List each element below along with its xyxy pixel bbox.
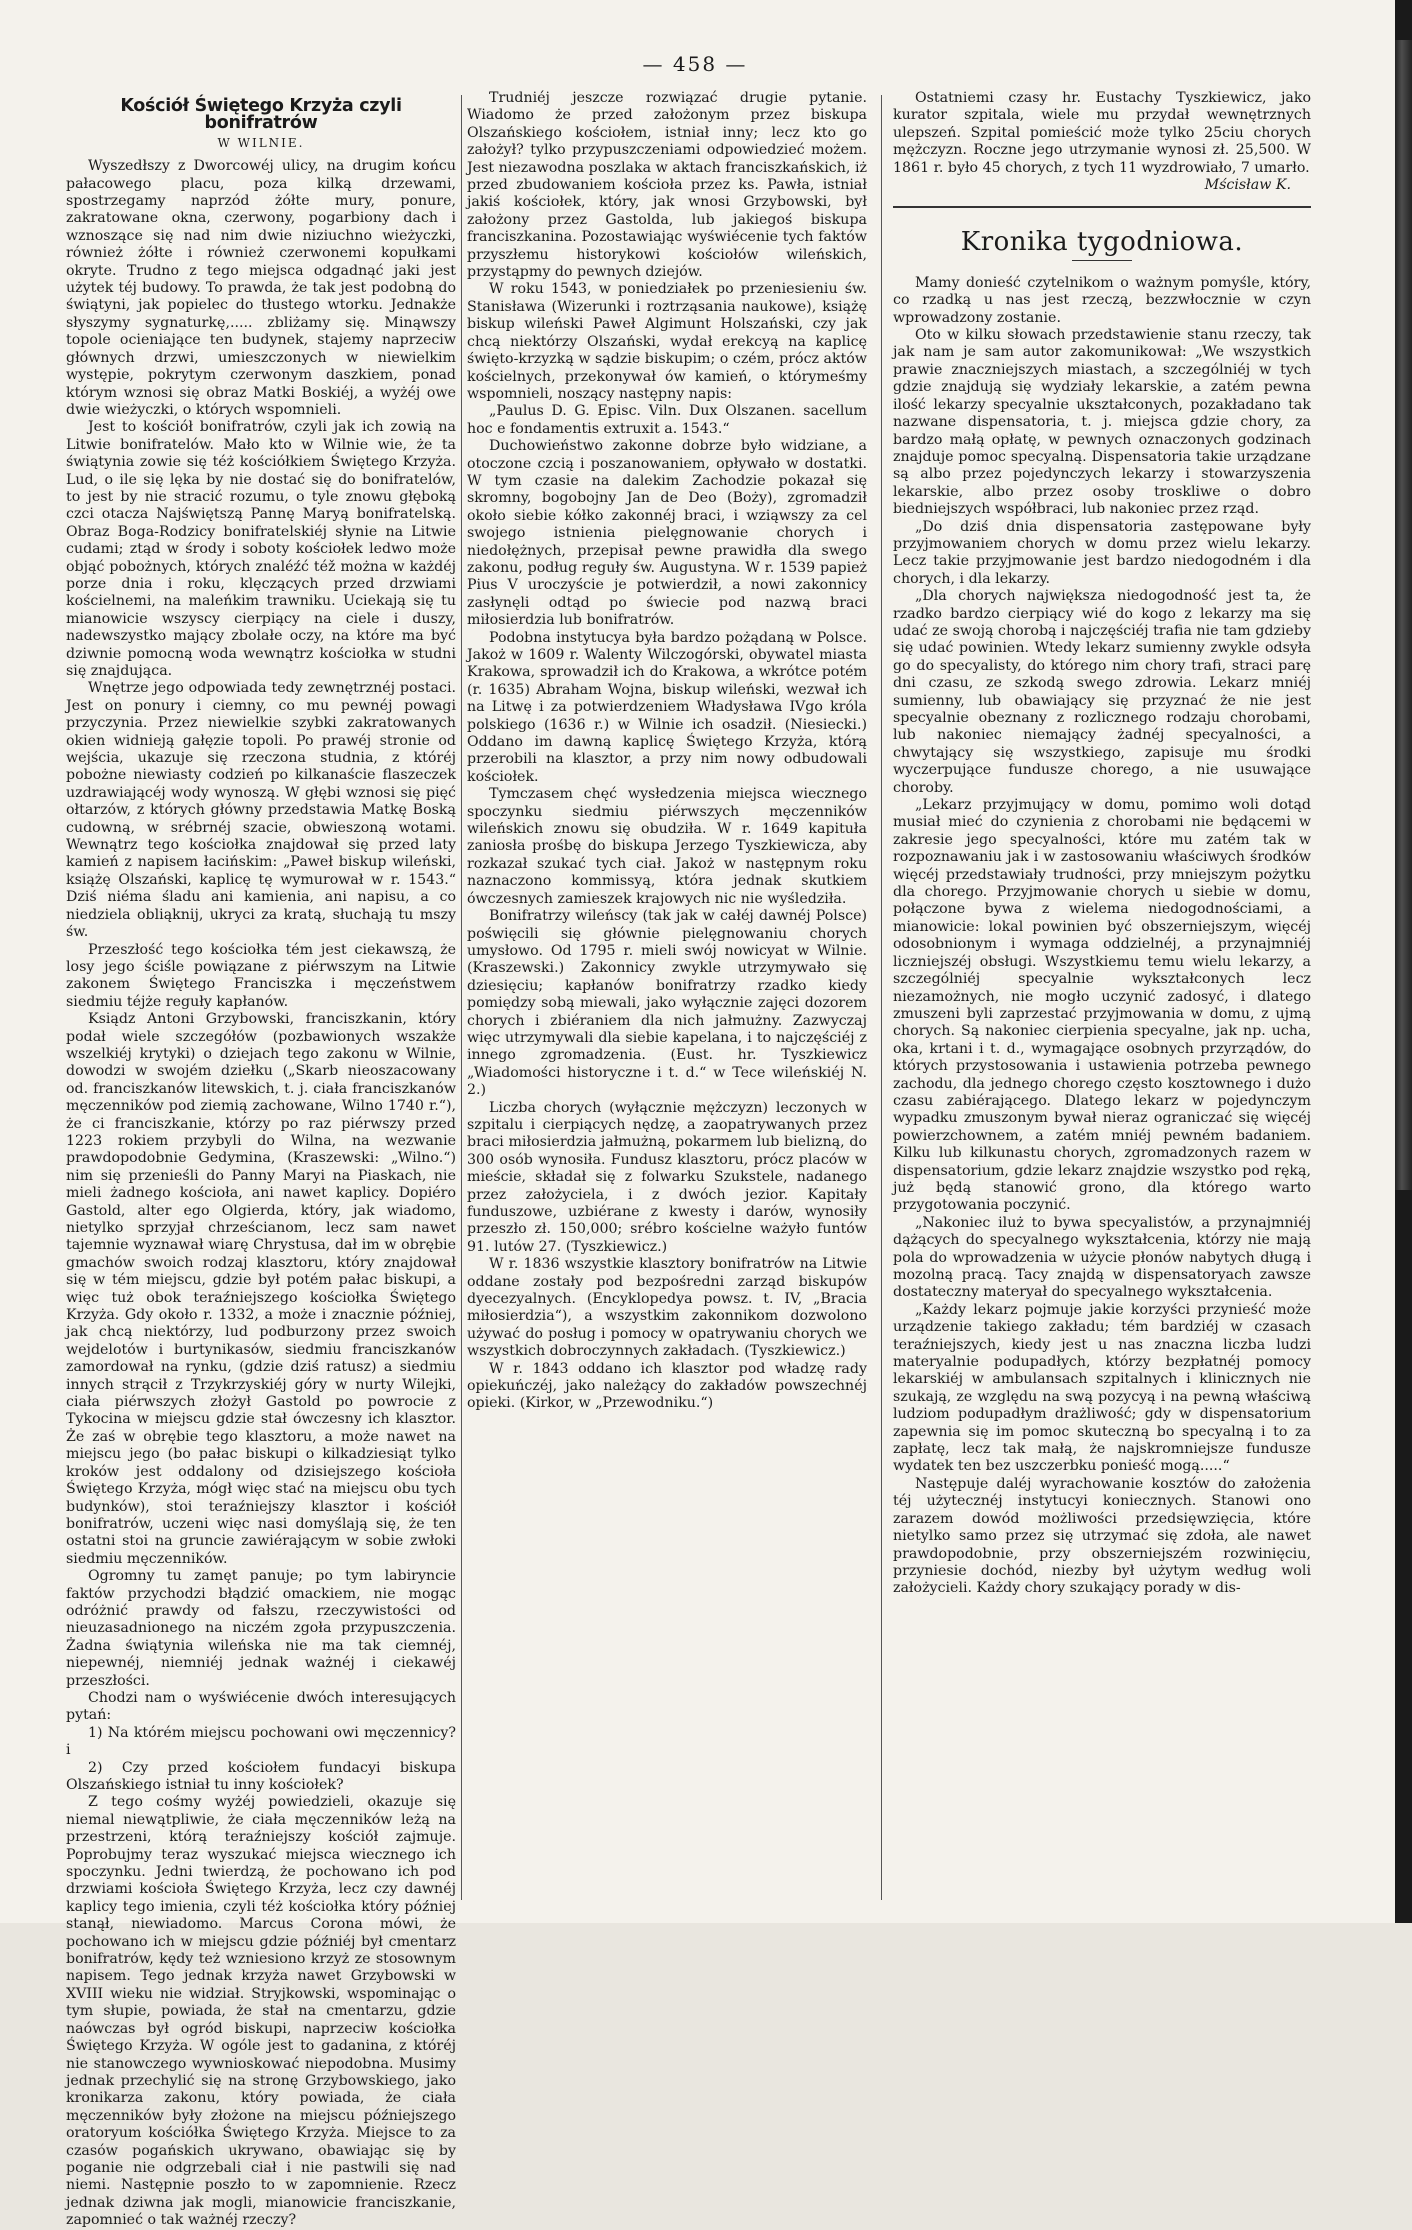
article-signature: Mścisław K. bbox=[1204, 177, 1291, 194]
article-paragraph: Wyszedłszy z Dworcowéj ulicy, na drugim końcu pałacowego placu, poza kilką drzewami, spostrzegamy naprzód żółte mury, ponure, zakratowane okna, czerwony, pogarbiony dach i wznoszące się nad nim dwie niziuchno wieżyczki, również żółte i również czerwonemi kopułkami okryte. Trudno z tego miejsca odgadnąć jaki jest użytek téj budowy. To prawda, że tak jest podobną do świątyni, jak popielec do tłustego wtorku. Jednakże słyszymy sygnaturkę,..... zbliżamy się. Minąwszy topole ocieniające ten budynek, stajemy naprzeciw głównych drzwi, umieszczonych w niewielkim występie, pokrytym czerwonym daszkiem, ponad którym wznosi się obraz Matki Boskiéj, a wyżéj owe dwie wieżyczki, o których wspomnieli. bbox=[66, 158, 456, 418]
article-paragraph: Ostatniemi czasy hr. Eustachy Tyszkiewicz, jako kurator szpitala, wiele mu przydał wewnętrznych ulepszeń. Szpital pomieścić może tylko 25ciu chorych mężczyzn. Roczne jego utrzymanie wynosi zł. 25,500. W 1861 r. było 45 chorych, z tych 11 wyzdrowiało, 7 umarło. bbox=[893, 90, 1311, 176]
article-paragraph: W roku 1543, w poniedziałek po przeniesieniu św. Stanisława (Wizerunki i roztrząsania naukowe), książę biskup wileński Paweł Algimunt Holszański, czy jak chcą niektórzy Olszański, wydał erekcyą na kaplicę święto-krzyzką w sądzie biskupim; o czém, prócz aktów kościelnych, przekonywał ów kamień, o którymeśmy wspomnieli, noszący następny napis: bbox=[467, 281, 867, 402]
chronicle-title: Kronika tygodniowa. bbox=[960, 227, 1244, 258]
column-rule-1 bbox=[461, 95, 462, 1900]
signature-line bbox=[893, 177, 1311, 194]
article-paragraph: Wnętrze jego odpowiada tedy zewnętrznéj postaci. Jest on ponury i ciemny, co mu pewnéj powagi przyczynia. Przez niewielkie szybki zakratowanych okien widnieją gałęzie topoli. Po prawéj stronie od wejścia, ukazuje się rzeczona studnia, z któréj pobożne niewiasty codzień po kilkanaście flaszeczek uzdrawiającéj wody wynoszą. W głębi wznosi się pięć ołtarzów, z których główny przedstawia Matkę Boską cudowną, w srébrnéj szacie, obwieszoną wotami. Wewnątrz tego kościołka znajdował się przed laty kamień z napisem łacińskim: „Paweł biskup wileński, książę Olszański, kaplicę tę wymurował w r. 1543.“ Dziś niéma śladu ani kamienia, ani napisu, a co niedziela obliąknij, ukryci za kratą, słuchają tu mszy św. bbox=[66, 680, 456, 941]
page-number: — 458 — bbox=[642, 52, 748, 76]
column-3 bbox=[893, 90, 1311, 1900]
chronicle-paragraph: „Dla chorych największa niedogodność jest ta, że rzadko bardzo cierpiący wié do kogo z lekarzy ma się udać ze swoją chorobą i najczęściéj trafia nie tam gdzieby się udać powinien. Wtedy lekarz sumienny zwykle odsyła go do specyalisty, do którego nim chory trafi, straci parę dni czasu, ze szkodą swego zdrowia. Lekarz mniéj sumienny, lub obawiający się przyznać że nie jest specyalnie obeznany z rozlicznego rodzaju chorobami, lub nakoniec niemający żadnéj specyalności, a chwytający się wszystkiego, zapisuje mu środki wyczerpujące fundusze chorego, a nie usuwające choroby. bbox=[893, 588, 1311, 796]
inscription-quote: „Paulus D. G. Episc. Viln. Dux Olszanen. sacellum hoc e fondamentis extruxit a. 1543.“ bbox=[467, 403, 867, 437]
article-paragraph: Jest to kościół bonifratrów, czyli jak ich zowią na Litwie bonifratelów. Mało kto w Wilnie wie, że ta świątynia zowie się téż kościółkiem Świętego Krzyża. Lud, o ile się lęka by nie dostać się do bonifratelów, to jest by nie stracić rozumu, o tyle znowu głęboką czci otacza Najświętszą Pannę Maryą bonifratelską. Obraz Boga-Rodzicy bonifratelskiéj słynie na Litwie cudami; ztąd w środy i soboty kościołek ledwo może objąć pobożnych, których znaléźć též można w każdéj porze dnia i roku, klęczących przed drzwiami kościelnemi, na maleńkim trawniku. Uciekają się tu mianowicie wszyscy cierpiący na ciele i duszy, nadewszystko mający zbolałe oczy, na które ma być dziwnie pomocną woda wewnątrz kościołka w studni się znajdująca. bbox=[66, 419, 456, 679]
chronicle-paragraph: Oto w kilku słowach przedstawienie stanu rzeczy, tak jak nam je sam autor zakomunikował: „We wszystkich prawie znaczniejszych miastach, a szczególniéj w tych gdzie znajdują się wydziały lekarskie, a zatém pewna ilość lekarzy specyalnie ukształconych, pozakładano tak nazwane dispensatoria, t. j. miejsca gdzie chory, za bardzo małą opłatę, w pewnych oznaczonych godzinach znajduje pomoc specyalną. Dispensatoria takie urządzane są albo przez pojedynczych lekarzy i stowarzyszenia lekarskie, albo przez osoby troskliwe o dobro biedniejszych współbraci, lub nakoniec przez rząd. bbox=[893, 327, 1311, 518]
article-paragraph: W r. 1836 wszystkie klasztory bonifratrów na Litwie oddane zostały pod bezpośredni zarząd biskupów dyecezyalnych. (Encyklopedya powsz. t. IV, „Bracia miłosierdzia“), a wszystkim zakonnikom dozwolono używać do posług i pomocy w opatrywaniu chorych we wszystkich dobroczynnych zakładach. (Tyszkiewicz.) bbox=[467, 1256, 867, 1360]
column-2 bbox=[467, 90, 867, 1900]
article-paragraph: Ksiądz Antoni Grzybowski, franciszkanin, który podał wiele szczegółów (pozbawionych wszakże wszelkiéj krytyki) o dziejach tego zakonu w Wilnie, dowodzi w swojém dziełku („Skarb nieoszacowany od. franciszkanów litewskich, t. j. ciała franciszkanów męczenników pod ziemią zachowane, Wilno 1740 r.“), że ci franciszkanie, którzy po raz piérwszy przed 1223 rokiem przybyli do Wilna, na wezwanie prawdopodobnie Gedymina, (Kraszewski: „Wilno.“) nim się przenieśli do Panny Maryi na Piaskach, nie mieli żadnego kościoła, ani nawet kaplicy. Dopiéro Gastold, alter ego Olgierda, który, jak wiadomo, nietylko sprzyjał chrześcianom, lecz sam nawet tajemnie wyznawał wiarę Chrystusa, dał im w obrębie gmachów swoich rodzaj klasztoru, który znajdował się w tém miejscu, gdzie był potém pałac biskupi, a więc tuż obok teraźniejszego kościołka Świętego Krzyża. Gdy około r. 1332, a może i znacznie później, jak chcą niektórzy, lud podburzony przez swoich wejdelotów i burtynikasów, siedmiu franciszkanów zamordował na rynku, (gdzie dziś ratusz) a siedmiu innych strącił z Trzykrzyskiéj góry w nurty Wilejki, ciała piérwszych złożył Gastold po powrocie z Tykocina w miejscu gdzie stał ówczesny ich klasztor. Że zaś w obrębie tego klasztoru, a może nawet na miejscu jego (bo pałac biskupi o kilkadziesiąt tylko kroków jest oddalony od dzisiejszego kościoła Świętego Krzyża, mógł więc stać na miejscu obu tych budynków), stoi teraźniejszy klasztor i kościół bonifratrów, uczeni więc nasi domyślają się, że ten ostatni stoi na gruncie zawiérającym w sobie zwłoki siedmiu męczenników. bbox=[66, 1011, 456, 1567]
article-paragraph: Podobna instytucya była bardzo pożądaną w Polsce. Jakoż w 1609 r. Walenty Wilczogórski, obywatel miasta Krakowa, sprowadził ich do Krakowa, a wkrótce potém (r. 1635) Abraham Wojna, biskup wileński, wezwał ich na Litwę i za potwierdzeniem Władysława IVgo króla polskiego (1636 r.) w Wilnie ich osadził. (Niesiecki.) Oddano im dawną kaplicę Świętego Krzyża, którą przerobili na klasztor, a przy nim nowy odbudowali kościołek. bbox=[467, 629, 867, 785]
article-paragraph: Liczba chorych (wyłącznie mężczyzn) leczonych w szpitalu i cierpiących nędzę, a zaopatrywanych przez braci miłosierdzia jałmużną, pokarmem lub bielizną, do 300 osób wynosiła. Fundusz klasztoru, prócz placów w mieście, składał się z folwarku Szukstele, nadanego przez założyciela, i z dwóch jezior. Kapitały funduszowe, uzbiérane z kwesty i darów, wynosiły przeszło zł. 150,000; srébro kościelne ważyło funtów 91. lutów 27. (Tyszkiewicz.) bbox=[467, 1099, 867, 1255]
article-paragraph: Bonifratrzy wileńscy (tak jak w całéj dawnéj Polsce) poświęcili się głównie pielęgnowaniu chorych umysłowo. Od 1795 r. mieli swój nowicyat w Wilnie. (Kraszewski.) Zakonnicy zwykle utrzymywało się dziesięciu; kapłanów bonifratrzy rzadko kiedy pomiędzy sobą miewali, jako wyłącznie zajęci dozorem chorych i zbiéraniem dla nich jałmużny. Zazwyczaj więc utrzymywali dla siebie kapelana, i to najczęściéj z innego zgromadzenia. (Eust. hr. Tyszkiewicz „Wiadomości historyczne i t. d.“ w Tece wileńskiéj N. 2.) bbox=[467, 908, 867, 1099]
chronicle-paragraph: „Każdy lekarz pojmuje jakie korzyści przynieść może urządzenie takiego zakładu; tém bardziéj w czasach teraźniejszych, kiedy jest u nas znaczna liczba ludzi materyalnie podupadłych, którzy bezpłatnéj pomocy lekarskiéj w ambulansach szpitalnych i klinicznych nie szukają, ze względu na swą pozycyą i na pewną właściwą ludziom podupadłym drażliwość; gdy w dispensatorium zapewnia się im pomoc skuteczną bo specyalną i to za zapłatę, lecz tak małą, że najskromniejsze fundusze wydatek ten bez uszczerbku ponieść mogą.....“ bbox=[893, 1301, 1311, 1475]
adjacent-page-edge bbox=[1395, 40, 1412, 1190]
article-paragraph: W r. 1843 oddano ich klasztor pod władzę rady opiekuńczéj, jako należący do zakładów powszechnéj opieki. (Kirkor, w „Przewodniku.“) bbox=[467, 1360, 867, 1412]
section-separator bbox=[893, 206, 1311, 208]
article-paragraph: Ogromny tu zamęt panuje; po tym labiryncie faktów przychodzi błądzić omackiem, nie mogąc odróżnić prawdy od fałszu, rzeczywistości od nieuzasadnionego na niczém zgoła przypuszczenia. Żadna świątynia wileńska nie ma tak ciemnéj, niepewnéj, niemniéj jednak ważnéj i ciekawéj przeszłości. bbox=[66, 1568, 456, 1689]
chronicle-paragraph: Mamy donieść czytelnikom o ważnym pomyśle, który, co rzadką u nas jest rzeczą, bezzwłocznie w czyn wprowadzony zostanie. bbox=[893, 274, 1311, 326]
chronicle-paragraph: Następuje daléj wyrachowanie kosztów do założenia téj użytecznéj instytucyi koniecznych. Stanowi ono zarazem dowód możliwości przedsięwzięcia, które nietylko samo przez się utrzymać się zdoła, ale nawet prawdopodobnie, przy obszerniejszém rozwinięciu, przyniesie dochód, niezby był użytym według woli założycieli. Każdy chory szukający porady w dis- bbox=[893, 1475, 1311, 1597]
article-title: Kościół Świętego Krzyża czyli bonifratrów bbox=[120, 96, 402, 134]
column-rule-2 bbox=[881, 95, 882, 1900]
question-item: 1) Na którém miejscu pochowani owi męczennicy? i bbox=[66, 1724, 456, 1759]
question-item: 2) Czy przed kościołem fundacyi biskupa Olszańskiego istniał tu inny kościołek? bbox=[66, 1759, 456, 1793]
article-paragraph: Przeszłość tego kościołka tém jest ciekawszą, że losy jego ściśle powiązane z piérwszym na Litwie zakonem Świętego Franciszka i męczeństwem siedmiu téjże reguły kapłanów. bbox=[66, 941, 456, 1010]
article-paragraph: Trudniéj jeszcze rozwiązać drugie pytanie. Wiadomo że przed założonym przez biskupa Olszańskiego kościołem, istniał inny; lecz kto go założył? tylko przypuszczeniami odpowiedzieć możem. Jest niezawodna poszlaka w aktach franciszkańskich, iż przed zbudowaniem kościoła przez ks. Pawła, istniał jakiś kościołek, który, jak wnosi Grzybowski, był założony przez Gastolda, lub jakiegoś biskupa franciszkanina. Pozostawiając wyświécenie tych faktów przyszłemu historykowi kościołów wileńskich, przystąpmy do pewnych dziejów. bbox=[467, 90, 867, 281]
short-rule bbox=[1072, 260, 1132, 261]
article-paragraph: Tymczasem chęć wysłedzenia miejsca wiecznego spoczynku siedmiu piérwszych męczenników wileńskich znowu się obudziła. W r. 1649 kapituła zaniosła prośbę do biskupa Jerzego Tyszkiewicza, aby rozkazał szukać tych ciał. Jakoż w następnym roku naznaczono kommissyą, która jednak skutkiem ówczesnych zamieszek krajowych nic nie wyśledziła. bbox=[467, 786, 867, 907]
chronicle-paragraph: „Nakoniec iluż to bywa specyalistów, a przynajmniéj dążących do specyalnego wykształcenia, którzy nie mają pola do wprowadzenia w użycie płonów nabytych długą i mozolną pracą. Tacy znajdą w dispensatoryach zawsze dostateczny materyał do specyalnego wykształcenia. bbox=[893, 1214, 1311, 1301]
chronicle-paragraph: „Do dziś dnia dispensatoria zastępowane były przyjmowaniem chorych w domu przez wielu lekarzy. Lecz takie przyjmowanie jest bardzo niedogodném i dla chorych, i dla lekarzy. bbox=[893, 518, 1311, 587]
chronicle-paragraph: „Lekarz przyjmujący w domu, pomimo woli dotąd musiał mieć do czynienia z chorobami nie będącemi w zakresie jego specyalności, które mu zatém tak w rozpoznawaniu jak i w zastosowaniu właściwych środków więcéj przedstawiały trudności, przy mniejszym pożytku dla chorego. Przyjmowanie chorych u siebie w domu, połączone bywa z wielema niedogodnościami, a mianowicie: lokal powinien być obszerniejszym, więcéj odosobnionym i wymaga oddzielnéj, a przynajmniéj liczniejszéj obsługi. Wszystkiemu temu wielu lekarzy, a szczególniéj specyalnie wykształconych lecz niezamożnych, nie mogło uczynić zadosyć, i dlatego zmuszeni byli zaprzestać przyjmowania w domu, z ujmą chorych. Są nakoniec cierpienia specyalne, jak np. ucha, oka, krtani i t. d., wymagające osobnych przyrządów, do których przystosowania i ustawienia potrzeba pewnego zachodu, dla jednego chorego często kosztownego i dużo czasu zabiérającego. Dlatego lekarz w pojedynczym wypadku zmuszonym bywał nieraz ograniczać się więcéj powierzchownem, a zatém mniéj pewném badaniem. Kilku lub kilkunastu chorych, zgromadzonych razem w dispensatorium, gdzie lekarz znajdzie wszystko pod ręką, już będą stanowić grono, dla którego warto przygotowania poczynić. bbox=[893, 797, 1311, 1214]
article-paragraph: Duchowieństwo zakonne dobrze było widziane, a otoczone czcią i poszanowaniem, opływało w dostatki. W tym czasie na dalekim Zachodzie pokazał się skromny, bogobojny Jan de Deo (Boży), zgromadził około siebie kółko zakonnéj braci, i wziąwszy za cel swojego istnienia pielęgnowanie chorych i niedołężnych, przepisał pewne prawidła dla swego zakonu, podług reguły św. Augustyna. W r. 1539 papież Pius V uroczyście je potwierdził, a nowi zakonnicy zasłynęli odtąd po świecie pod nazwą braci miłosierdzia lub bonifratrów. bbox=[467, 438, 867, 629]
column-1 bbox=[66, 90, 456, 2229]
article-paragraph: Chodzi nam o wyświécenie dwóch interesujących pytań: bbox=[66, 1689, 456, 1724]
article-paragraph: Z tego cośmy wyżéj powiedzieli, okazuje się niemal niewątpliwie, że ciała męczenników leżą na przestrzeni, którą teraźniejszy kościół zajmuje. Poprobujmy teraz wyszukać miejsca wiecznego ich spoczynku. Jedni twierdzą, że pochowano ich pod drzwiami kościoła Świętego Krzyża, lecz czy dawnéj kaplicy tego imienia, czyli téż kościołka który później stanął, niewiadomo. Marcus Corona mówi, że pochowano ich w miejscu gdzie późniéj był cmentarz bonifratrów, kędy też wzniesiono krzyż ze stosownym napisem. Tego jednak krzyża nawet Grzybowski w XVIII wieku nie widział. Stryjkowski, wspominając o tym słupie, powiada, że stał na cmentarzu, gdzie naówczas był ogród biskupi, naprzeciw kościołka Świętego Krzyża. W ogóle jest to gadanina, z któréj nie stanowczego wywnioskować niepodobna. Musimy jednak przechylić się na stronę Grzybowskiego, jako kronikarza zakonu, który powiada, że ciała męczenników były złożone na miejscu późniejszego oratoryum kościółka Świętego Krzyża. Miejsce to za czasów pogańskich ukrywano, obawiając się by poganie nie odgrzebali ciał i nie pastwili się nad niemi. Następnie poszło to w zapomnienie. Rzecz jednak dziwna jak mogli, mianowicie franciszkanie, zapomnieć o tak ważnéj rzeczy? bbox=[66, 1794, 456, 2229]
article-subtitle: W WILNIE. bbox=[217, 135, 305, 150]
